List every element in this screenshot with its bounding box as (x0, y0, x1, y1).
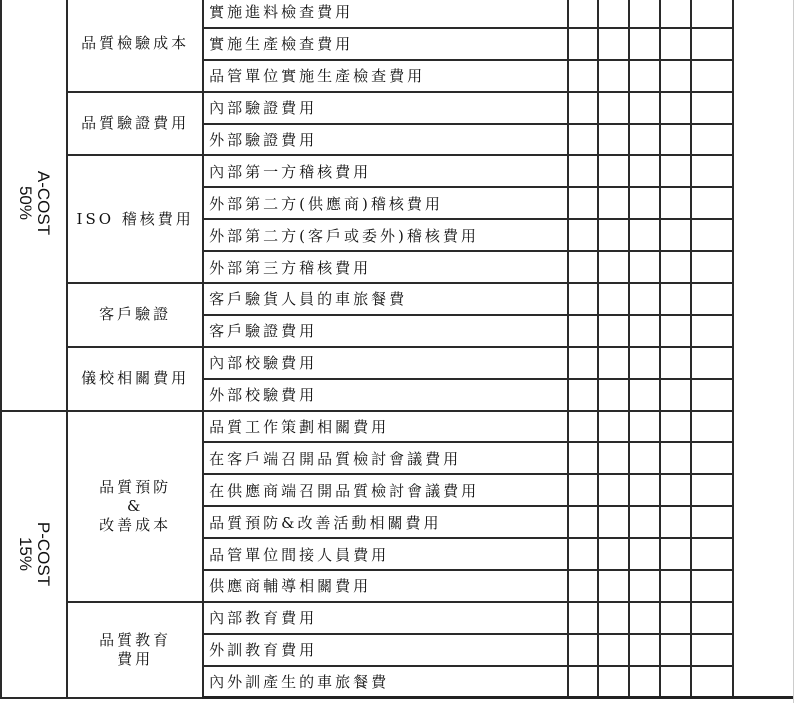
blank-cell[interactable] (568, 92, 599, 124)
blank-cell[interactable] (629, 538, 660, 570)
blank-cell[interactable] (691, 538, 734, 570)
subcategory-cell (67, 283, 203, 347)
cost-item: 內部驗證費用 (203, 92, 567, 124)
blank-cell[interactable] (660, 538, 691, 570)
subcategory-label: 品質預防 (99, 477, 172, 496)
blank-cell[interactable] (691, 474, 734, 506)
blank-cell[interactable] (598, 634, 629, 666)
subcategory-label: 品質教育 (99, 630, 172, 649)
category-name: P-COST (34, 521, 54, 587)
blank-cell[interactable] (598, 251, 629, 283)
blank-cell[interactable] (568, 187, 599, 219)
blank-cell[interactable] (629, 347, 660, 379)
blank-cell[interactable] (598, 538, 629, 570)
blank-cell[interactable] (598, 283, 629, 315)
cost-item: 內部第一方稽核費用 (203, 155, 567, 187)
subcategory-label: 儀校相關費用 (81, 369, 190, 388)
blank-cell[interactable] (629, 28, 660, 60)
blank-cell[interactable] (660, 411, 691, 443)
blank-cell[interactable] (598, 347, 629, 379)
blank-cell[interactable] (598, 506, 629, 538)
blank-cell[interactable] (629, 411, 660, 443)
blank-cell[interactable] (660, 251, 691, 283)
subcategory-cell (67, 602, 203, 698)
blank-cell[interactable] (568, 251, 599, 283)
category-label (16, 522, 52, 586)
blank-cell[interactable] (691, 219, 734, 251)
blank-cell[interactable] (629, 155, 660, 187)
blank-cell[interactable] (568, 379, 599, 411)
blank-cell[interactable] (691, 60, 734, 92)
blank-cell[interactable] (691, 92, 734, 124)
blank-cell[interactable] (660, 634, 691, 666)
cost-item: 外部第三方稽核費用 (203, 251, 567, 283)
cost-item: 品管單位間接人員費用 (203, 538, 567, 570)
category-cell (1, 411, 67, 698)
blank-cell[interactable] (568, 442, 599, 474)
blank-cell[interactable] (629, 187, 660, 219)
blank-cell[interactable] (691, 283, 734, 315)
blank-cell[interactable] (568, 219, 599, 251)
cost-item: 實施進料檢查費用 (203, 0, 567, 28)
blank-cell[interactable] (629, 666, 660, 698)
blank-cell[interactable] (598, 602, 629, 634)
blank-cell[interactable] (598, 379, 629, 411)
blank-cell[interactable] (660, 187, 691, 219)
blank-cell[interactable] (568, 28, 599, 60)
blank-cell[interactable] (568, 315, 599, 347)
table-row (1, 411, 799, 443)
cost-item: 外訓教育費用 (203, 634, 567, 666)
blank-cell[interactable] (629, 379, 660, 411)
subcategory-cell (67, 155, 203, 283)
blank-cell[interactable] (598, 666, 629, 698)
blank-cell[interactable] (691, 379, 734, 411)
blank-cell[interactable] (691, 251, 734, 283)
blank-cell[interactable] (568, 60, 599, 92)
table-row (1, 0, 799, 28)
cost-item: 客戶驗證費用 (203, 315, 567, 347)
page-edge (793, 0, 800, 703)
blank-cell[interactable] (568, 283, 599, 315)
blank-cell[interactable] (691, 28, 734, 60)
blank-cell[interactable] (629, 602, 660, 634)
blank-cell[interactable] (691, 155, 734, 187)
blank-cell[interactable] (598, 0, 629, 28)
blank-cell[interactable] (568, 155, 599, 187)
blank-cell[interactable] (568, 506, 599, 538)
cost-item: 客戶驗貨人員的車旅餐費 (203, 283, 567, 315)
blank-cell[interactable] (629, 442, 660, 474)
blank-cell[interactable] (568, 474, 599, 506)
blank-cell[interactable] (660, 347, 691, 379)
table-row (1, 602, 799, 634)
table-row (1, 92, 799, 124)
cost-item: 品管單位實施生產檢查費用 (203, 60, 567, 92)
subcategory-label: 品質驗證費用 (81, 114, 190, 133)
blank-cell[interactable] (660, 28, 691, 60)
cost-item: 外部校驗費用 (203, 379, 567, 411)
blank-cell[interactable] (660, 474, 691, 506)
blank-cell[interactable] (660, 379, 691, 411)
cost-item: 內外訓產生的車旅餐費 (203, 666, 567, 698)
blank-cell[interactable] (598, 60, 629, 92)
blank-cell[interactable] (629, 506, 660, 538)
subcategory-label: 客戶驗證 (99, 305, 172, 324)
blank-cell[interactable] (629, 474, 660, 506)
category-label (16, 171, 52, 235)
cost-item: 在客戶端召開品質檢討會議費用 (203, 442, 567, 474)
table-row (1, 155, 799, 187)
blank-cell[interactable] (598, 570, 629, 602)
cost-item: 外部第二方(供應商)稽核費用 (203, 187, 567, 219)
blank-cell[interactable] (629, 570, 660, 602)
blank-cell[interactable] (568, 570, 599, 602)
blank-cell[interactable] (691, 315, 734, 347)
blank-cell[interactable] (660, 442, 691, 474)
blank-cell[interactable] (660, 315, 691, 347)
subcategory-cell (67, 92, 203, 156)
blank-cell[interactable] (691, 187, 734, 219)
subcategory-cell (67, 347, 203, 411)
category-name: A-COST (34, 171, 54, 236)
blank-cell[interactable] (629, 251, 660, 283)
blank-cell[interactable] (568, 602, 599, 634)
blank-cell[interactable] (629, 283, 660, 315)
blank-cell[interactable] (660, 570, 691, 602)
blank-cell[interactable] (598, 124, 629, 156)
blank-cell[interactable] (568, 347, 599, 379)
blank-cell[interactable] (691, 347, 734, 379)
cost-item: 供應商輔導相關費用 (203, 570, 567, 602)
cost-item: 內部教育費用 (203, 602, 567, 634)
cost-item: 外部驗證費用 (203, 124, 567, 156)
blank-cell[interactable] (598, 315, 629, 347)
blank-cell[interactable] (598, 92, 629, 124)
blank-cell[interactable] (598, 187, 629, 219)
cost-item: 品質工作策劃相關費用 (203, 411, 567, 443)
blank-cell[interactable] (691, 570, 734, 602)
blank-cell[interactable] (568, 634, 599, 666)
blank-cell[interactable] (660, 124, 691, 156)
blank-cell[interactable] (691, 602, 734, 634)
category-cell (1, 0, 67, 411)
subcategory-label: 品質檢驗成本 (81, 34, 190, 53)
blank-cell[interactable] (660, 60, 691, 92)
blank-cell[interactable] (598, 219, 629, 251)
blank-cell[interactable] (568, 666, 599, 698)
blank-cell[interactable] (629, 315, 660, 347)
blank-cell[interactable] (660, 602, 691, 634)
blank-cell[interactable] (629, 92, 660, 124)
blank-cell[interactable] (660, 506, 691, 538)
blank-cell[interactable] (691, 124, 734, 156)
cost-item: 品質預防&改善活動相關費用 (203, 506, 567, 538)
subcategory-label: 費用 (117, 649, 154, 668)
blank-cell[interactable] (691, 506, 734, 538)
subcategory-label: ISO 稽核費用 (76, 209, 194, 228)
blank-cell[interactable] (691, 442, 734, 474)
blank-cell[interactable] (629, 0, 660, 28)
blank-cell[interactable] (629, 60, 660, 92)
blank-cell[interactable] (629, 124, 660, 156)
subcategory-cell (67, 0, 203, 92)
blank-cell[interactable] (660, 0, 691, 28)
blank-cell[interactable] (629, 219, 660, 251)
blank-cell[interactable] (568, 0, 599, 28)
blank-cell[interactable] (691, 666, 734, 698)
blank-cell[interactable] (691, 634, 734, 666)
blank-cell[interactable] (598, 411, 629, 443)
blank-cell[interactable] (691, 0, 734, 28)
blank-cell[interactable] (568, 411, 599, 443)
blank-cell[interactable] (598, 442, 629, 474)
blank-cell[interactable] (660, 92, 691, 124)
cost-item: 內部校驗費用 (203, 347, 567, 379)
blank-cell[interactable] (691, 411, 734, 443)
blank-cell[interactable] (660, 666, 691, 698)
blank-cell[interactable] (598, 28, 629, 60)
blank-cell[interactable] (598, 474, 629, 506)
blank-cell[interactable] (660, 219, 691, 251)
table-row (1, 283, 799, 315)
table-row (1, 347, 799, 379)
blank-cell[interactable] (598, 155, 629, 187)
cost-item: 實施生產檢查費用 (203, 28, 567, 60)
category-percent: 15% (16, 537, 36, 572)
subcategory-label: & (126, 496, 144, 515)
subcategory-cell (67, 411, 203, 602)
blank-cell[interactable] (660, 283, 691, 315)
cost-item: 外部第二方(客戶或委外)稽核費用 (203, 219, 567, 251)
remarks-column[interactable] (733, 0, 799, 698)
blank-cell[interactable] (568, 538, 599, 570)
blank-cell[interactable] (660, 155, 691, 187)
blank-cell[interactable] (629, 634, 660, 666)
subcategory-label: 改善成本 (99, 515, 172, 534)
blank-cell[interactable] (568, 124, 599, 156)
category-percent: 50% (16, 186, 36, 221)
cost-item: 在供應商端召開品質檢討會議費用 (203, 474, 567, 506)
